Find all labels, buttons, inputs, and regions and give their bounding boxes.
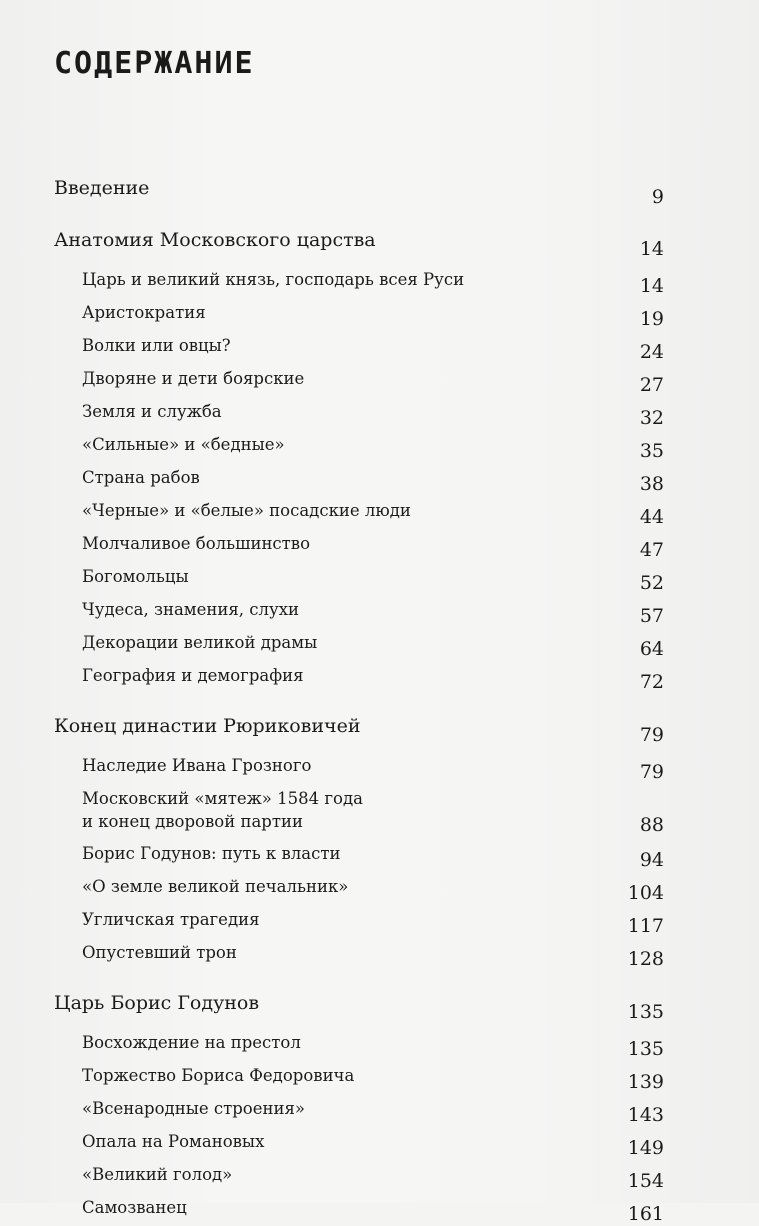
toc-section-entry — [54, 754, 664, 783]
toc-chapter-entry — [54, 708, 664, 746]
toc-section-entry — [54, 268, 664, 297]
toc-page-number: 64 — [639, 638, 664, 660]
toc-page-number: 104 — [627, 882, 664, 904]
toc-entry-title: Московский «мятеж» 1584 года и конец дворовой партии — [82, 789, 363, 831]
toc-section-entry — [54, 565, 664, 594]
toc-page-number: 128 — [627, 948, 664, 970]
toc-chapter-entry — [54, 222, 664, 260]
toc-entry-title: Наследие Ивана Грозного — [82, 756, 312, 775]
toc-entry-title: Опала на Романовых — [82, 1132, 265, 1151]
toc-page-number: 14 — [639, 238, 664, 260]
toc-page-number: 57 — [639, 605, 664, 627]
toc-entry-title: Угличская трагедия — [82, 910, 260, 929]
toc-section-entry — [54, 499, 664, 528]
toc-section-entry — [54, 334, 664, 363]
toc-entry-title: «Великий голод» — [82, 1165, 233, 1184]
toc-entry-title: Царь Борис Годунов — [54, 992, 260, 1014]
toc-section-entry — [54, 875, 664, 904]
toc-page-number: 47 — [639, 539, 664, 561]
toc-section-entry — [54, 598, 664, 627]
toc-section-entry — [54, 631, 664, 660]
toc-entry-title: «Сильные» и «бедные» — [82, 435, 285, 454]
toc-page-number: 149 — [627, 1137, 664, 1159]
toc-entry-title: Страна рабов — [82, 468, 200, 487]
toc-section-entry — [54, 941, 664, 970]
toc-entry-title: Богомольцы — [82, 567, 189, 586]
toc-entry-title: География и демография — [82, 666, 304, 685]
toc-entry-title: Волки или овцы? — [82, 336, 231, 355]
toc-section-entry — [54, 1130, 664, 1159]
toc-page-number: 135 — [627, 1038, 664, 1060]
toc-chapter-entry — [54, 170, 664, 208]
toc-page-number: 88 — [639, 814, 664, 836]
toc-entry-title: Введение — [54, 177, 150, 199]
page-title: СОДЕРЖАНИЕ — [54, 46, 255, 81]
toc-chapter-entry — [54, 985, 664, 1023]
toc-section-entry — [54, 433, 664, 462]
toc-section-entry — [54, 664, 664, 693]
toc-section-entry — [54, 466, 664, 495]
toc-page-number: 72 — [639, 671, 664, 693]
toc-entry-title: Конец династии Рюриковичей — [54, 715, 361, 737]
toc-page-number: 44 — [639, 506, 664, 528]
toc-section-entry — [54, 1163, 664, 1192]
toc-page-number: 117 — [627, 915, 664, 937]
toc-section-entry — [54, 1064, 664, 1093]
toc-page-number: 79 — [639, 761, 664, 783]
toc-page-number: 35 — [639, 440, 664, 462]
toc-entry-title: Земля и служба — [82, 402, 222, 421]
toc-section-entry — [54, 367, 664, 396]
toc-entry-title: Чудеса, знамения, слухи — [82, 600, 300, 619]
toc-entry-title: Анатомия Московского царства — [54, 229, 376, 251]
toc-page-number: 94 — [639, 849, 664, 871]
toc-entry-title: «Всенародные строения» — [82, 1099, 305, 1118]
toc-entry-title: Декорации великой драмы — [82, 633, 318, 652]
toc-entry-title: Царь и великий князь, господарь всея Руси — [82, 270, 465, 289]
toc-page-number: 19 — [639, 308, 664, 330]
toc-page-number: 161 — [627, 1203, 664, 1225]
toc-entry-title: Торжество Бориса Федоровича — [82, 1066, 355, 1085]
toc-entry-title: Аристократия — [82, 303, 206, 322]
toc-section-entry — [54, 908, 664, 937]
toc-page-number: 135 — [627, 1001, 664, 1023]
toc-section-entry — [54, 1031, 664, 1060]
toc-entry-title: Молчаливое большинство — [82, 534, 311, 553]
toc-entry-title: Дворяне и дети боярские — [82, 369, 305, 388]
toc-page-number: 27 — [639, 374, 664, 396]
toc-entry-title: Борис Годунов: путь к власти — [82, 844, 341, 863]
toc-entry-title: Опустевший трон — [82, 943, 237, 962]
toc-page-number: 139 — [627, 1071, 664, 1093]
toc-page-number: 154 — [627, 1170, 664, 1192]
toc-page-number: 32 — [639, 407, 664, 429]
toc-page-number: 143 — [627, 1104, 664, 1126]
toc-entry-title: «О земле великой печальник» — [82, 877, 349, 896]
toc-section-entry — [54, 1196, 664, 1225]
toc-section-entry — [54, 400, 664, 429]
toc-section-entry — [54, 1097, 664, 1126]
toc-page-number: 38 — [639, 473, 664, 495]
toc-page-number: 79 — [639, 724, 664, 746]
toc-entry-title: Самозванец — [82, 1198, 187, 1217]
toc-section-entry — [54, 301, 664, 330]
toc-page-number: 52 — [639, 572, 664, 594]
toc-section-entry — [54, 787, 664, 836]
toc-section-entry — [54, 532, 664, 561]
toc-page-number: 14 — [639, 275, 664, 297]
toc-section-entry — [54, 842, 664, 871]
toc-page-number: 9 — [651, 186, 664, 208]
toc-page-number: 24 — [639, 341, 664, 363]
table-of-contents — [54, 170, 664, 1225]
toc-entry-title: Восхождение на престол — [82, 1033, 301, 1052]
toc-entry-title: «Черные» и «белые» посадские люди — [82, 501, 411, 520]
